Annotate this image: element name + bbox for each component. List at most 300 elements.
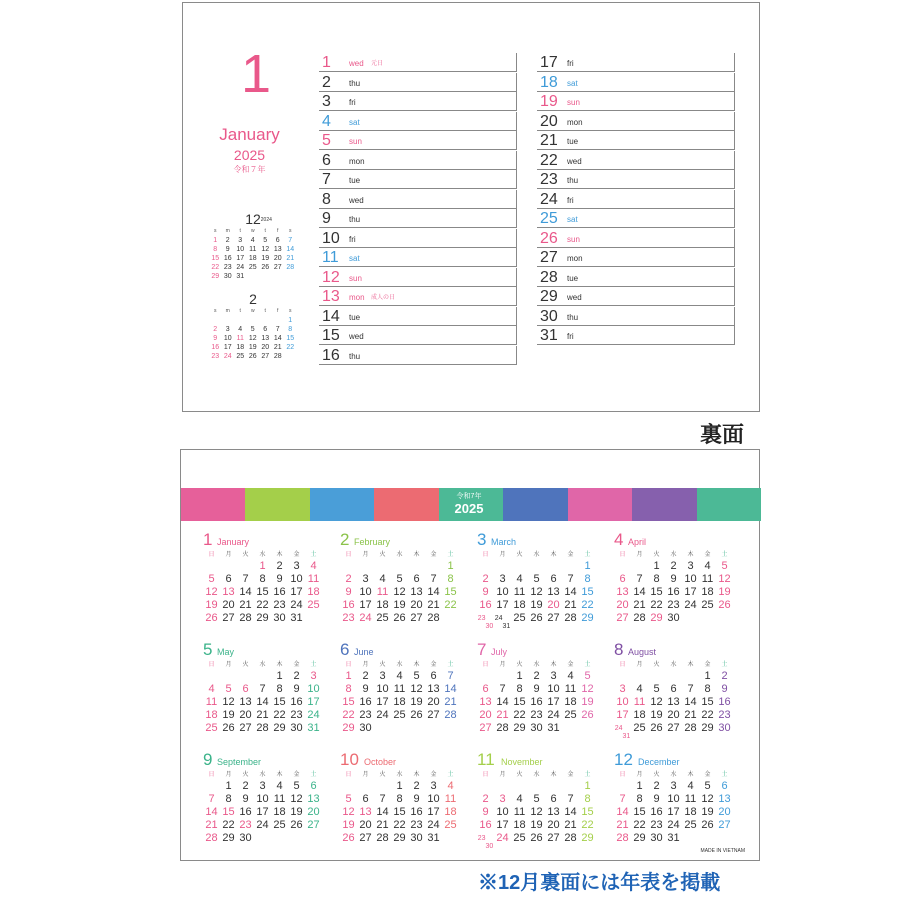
day-cell: 10 — [427, 793, 440, 805]
day-cell: 30 — [239, 832, 252, 844]
weekday-header: 火 — [516, 552, 523, 558]
mini-day — [284, 352, 297, 361]
day-cell: 28 — [616, 832, 629, 844]
day-cell: 7 — [379, 793, 386, 805]
day-cell: 2 — [293, 670, 300, 682]
day-row — [319, 73, 517, 92]
mini-day: 1 — [213, 237, 218, 244]
day-cell: 25 — [393, 709, 406, 721]
day-cell: 22 — [342, 709, 355, 721]
day-row — [537, 307, 735, 326]
day-cell: 30 — [359, 722, 372, 734]
day-cell: 24 — [256, 819, 269, 831]
day-number: 29 — [540, 288, 558, 305]
day-cell: 27 — [359, 832, 372, 844]
day-cell: 21 — [427, 599, 440, 611]
footnote: ※12月裏面には年表を掲載 — [478, 872, 721, 894]
month-block — [340, 640, 458, 735]
day-cell: 30 — [718, 722, 731, 734]
weekday-header: 月 — [225, 662, 232, 668]
day-cell — [477, 780, 494, 793]
day-cell: 5 — [584, 670, 591, 682]
day-cell — [340, 560, 357, 573]
weekday-header: 月 — [499, 662, 506, 668]
weekday-header: 月 — [362, 772, 369, 778]
day-cell: 11 — [273, 793, 286, 805]
day-cell: 27 — [547, 612, 560, 624]
day-cell — [408, 722, 425, 735]
day-cell: 3 — [499, 793, 506, 805]
day-cell: 27 — [616, 612, 629, 624]
day-cell: 30 — [485, 842, 494, 850]
day-cell: 19 — [205, 599, 218, 611]
day-cell: 22 — [513, 709, 526, 721]
day-cell: 27 — [667, 722, 680, 734]
day-cell: 19 — [530, 819, 543, 831]
day-cell: 26 — [393, 612, 406, 624]
day-number: 10 — [322, 229, 340, 247]
day-cell: 5 — [396, 573, 403, 585]
day-cell: 12 — [222, 696, 235, 708]
month-name: January — [217, 537, 250, 547]
day-row — [319, 112, 517, 131]
weekday-header: s — [289, 228, 292, 234]
month-number: 9 — [203, 750, 213, 769]
day-row — [537, 170, 735, 189]
day-cell: 1 — [396, 780, 403, 792]
day-cell — [614, 780, 631, 793]
weekday-header: 月 — [636, 772, 643, 778]
day-number: 15 — [322, 327, 340, 344]
day-cell: 29 — [342, 722, 355, 734]
day-cell: 20 — [616, 599, 629, 611]
day-cell: 14 — [564, 806, 577, 818]
mini-day: 4 — [250, 237, 255, 244]
day-cell: 11 — [376, 586, 389, 598]
weekday-header: t — [264, 228, 266, 234]
day-cell: 24 — [307, 709, 320, 721]
weekday-header: 土 — [584, 662, 591, 668]
day-cell: 24 — [684, 599, 697, 611]
weekday-header: 土 — [310, 772, 317, 778]
day-cell: 5 — [345, 793, 352, 805]
year-badge-year: 2025 — [454, 501, 484, 516]
mini-day: 7 — [288, 237, 293, 244]
weekday-header: 月 — [636, 552, 643, 558]
day-cell: 13 — [307, 793, 320, 805]
day-cell: 1 — [276, 670, 283, 682]
weekday-label: sat — [567, 215, 578, 224]
color-band-segment — [697, 488, 762, 521]
weekday-header: 日 — [345, 552, 352, 558]
day-cell — [477, 612, 494, 630]
weekday-header: 火 — [242, 662, 249, 668]
mini-calendar-december — [209, 211, 297, 281]
weekday-header: s — [214, 228, 217, 234]
day-cell: 6 — [721, 780, 728, 792]
month-block — [340, 530, 458, 625]
weekday-label: thu — [349, 351, 361, 361]
day-cell: 2 — [482, 573, 489, 585]
weekday-header: m — [225, 228, 230, 234]
weekday-header: 火 — [653, 772, 660, 778]
day-cell: 22 — [701, 709, 714, 721]
day-number: 14 — [322, 307, 340, 325]
mini-day: 21 — [286, 255, 295, 262]
month-name: September — [217, 757, 262, 767]
mini-day: 12 — [261, 246, 270, 253]
day-cell — [511, 780, 528, 793]
weekday-header: 水 — [533, 772, 540, 778]
day-cell: 8 — [259, 573, 266, 585]
weekday-label: tue — [567, 273, 579, 283]
day-row — [537, 131, 735, 150]
day-cell: 5 — [653, 683, 660, 695]
weekday-header: 水 — [259, 772, 266, 778]
weekday-header: 土 — [447, 772, 454, 778]
weekday-header: 月 — [636, 662, 643, 668]
day-cell: 3 — [687, 560, 694, 572]
day-cell: 19 — [222, 709, 235, 721]
day-cell: 21 — [205, 819, 218, 831]
day-cell: 17 — [376, 696, 389, 708]
day-cell — [391, 722, 408, 735]
day-cell: 12 — [530, 806, 543, 818]
day-cell: 30 — [485, 622, 494, 630]
day-cell: 4 — [208, 683, 215, 695]
day-cell — [716, 832, 733, 845]
mini-day: 15 — [286, 335, 295, 342]
day-cell: 21 — [256, 709, 269, 721]
day-cell: 26 — [290, 819, 303, 831]
month-number: 2 — [340, 530, 350, 549]
day-cell: 20 — [359, 819, 372, 831]
day-cell: 6 — [242, 683, 249, 695]
mini-day: 17 — [236, 255, 245, 262]
day-cell: 20 — [547, 599, 560, 611]
day-cell: 18 — [376, 599, 389, 611]
month-name: August — [628, 647, 657, 657]
day-cell: 27 — [307, 819, 320, 831]
day-cell: 1 — [584, 560, 591, 572]
day-cell: 26 — [718, 599, 731, 611]
day-row — [319, 151, 517, 170]
day-cell: 16 — [479, 819, 492, 831]
mini-day: 21 — [273, 344, 282, 351]
color-band-segment — [245, 488, 310, 521]
weekday-label: fri — [567, 195, 574, 205]
mini-day: 25 — [248, 264, 257, 271]
day-number: 25 — [540, 210, 558, 227]
day-cell: 13 — [427, 683, 440, 695]
day-cell: 12 — [718, 573, 731, 585]
day-cell — [203, 780, 220, 793]
back-side-label: 裏面 — [700, 422, 745, 447]
weekday-header: 土 — [721, 662, 728, 668]
holiday-label: 元日 — [371, 61, 384, 67]
weekday-header: t — [239, 228, 241, 234]
weekday-label: mon — [567, 117, 583, 127]
day-cell: 9 — [533, 683, 540, 695]
day-cell: 29 — [256, 612, 269, 624]
weekday-label: wed — [567, 156, 582, 166]
day-cell: 3 — [362, 573, 369, 585]
weekday-label: sat — [567, 78, 578, 88]
day-cell — [494, 780, 511, 793]
weekday-header: 日 — [482, 772, 489, 778]
day-cell: 12 — [701, 793, 714, 805]
day-cell — [562, 722, 579, 735]
day-cell: 4 — [379, 573, 386, 585]
weekday-header: 水 — [259, 662, 266, 668]
day-cell: 11 — [701, 573, 714, 585]
day-row — [319, 170, 517, 189]
holiday-label: 成人の日 — [371, 295, 396, 301]
weekday-header: 金 — [567, 662, 574, 668]
weekday-header: 木 — [276, 662, 283, 668]
day-row — [537, 112, 735, 131]
day-cell: 20 — [547, 819, 560, 831]
day-cell: 15 — [650, 586, 663, 598]
day-cell: 13 — [547, 586, 560, 598]
day-cell — [425, 722, 442, 735]
mini-day: 20 — [261, 344, 270, 351]
weekday-header: 水 — [670, 552, 677, 558]
day-cell: 20 — [410, 599, 423, 611]
day-cell: 16 — [667, 586, 680, 598]
weekday-header: 金 — [293, 772, 300, 778]
day-cell — [682, 612, 699, 625]
month-number: 1 — [203, 530, 213, 549]
weekday-header: m — [225, 308, 230, 314]
mini-day: 19 — [261, 255, 270, 262]
day-cell: 19 — [718, 586, 731, 598]
day-cell: 11 — [444, 793, 457, 805]
month-name: May — [217, 647, 235, 657]
month-name: March — [491, 537, 517, 547]
year-badge — [437, 488, 501, 521]
day-cell — [545, 560, 562, 573]
day-row — [537, 326, 735, 345]
day-cell: 14 — [616, 806, 629, 818]
day-cell: 11 — [393, 683, 406, 695]
day-row — [319, 307, 517, 326]
day-cell: 17 — [256, 806, 269, 818]
day-cell — [220, 670, 237, 683]
day-cell: 25 — [376, 612, 389, 624]
day-cell: 20 — [427, 696, 440, 708]
day-cell: 14 — [427, 586, 440, 598]
month-block — [614, 640, 732, 740]
weekday-header: 土 — [721, 552, 728, 558]
weekday-header: 水 — [396, 772, 403, 778]
mini-day: 6 — [275, 237, 280, 244]
day-number: 9 — [322, 210, 331, 227]
weekday-header: 日 — [208, 772, 215, 778]
day-cell: 22 — [650, 599, 663, 611]
day-cell: 11 — [633, 696, 646, 708]
mini-day: 2 — [225, 237, 230, 244]
day-cell: 18 — [684, 806, 697, 818]
day-cell: 13 — [667, 696, 680, 708]
day-cell: 1 — [225, 780, 232, 792]
day-cell: 1 — [516, 670, 523, 682]
day-cell: 5 — [208, 573, 215, 585]
day-cell: 27 — [222, 612, 235, 624]
day-cell: 6 — [670, 683, 677, 695]
weekday-header: 月 — [499, 772, 506, 778]
day-cell: 8 — [396, 793, 403, 805]
weekday-header: 水 — [396, 552, 403, 558]
weekday-label: wed — [349, 195, 364, 205]
day-row — [537, 209, 735, 228]
day-cell — [579, 722, 596, 735]
day-cell — [305, 612, 322, 625]
day-cell: 14 — [633, 586, 646, 598]
mini-grid — [209, 227, 297, 281]
day-cell: 30 — [650, 832, 663, 844]
day-cell: 8 — [447, 573, 454, 585]
day-cell — [254, 832, 271, 845]
day-cell — [477, 560, 494, 573]
mini-day: 25 — [236, 353, 245, 360]
color-band-segment — [632, 488, 697, 521]
day-cell: 13 — [222, 586, 235, 598]
mini-day: 27 — [261, 353, 270, 360]
day-cell: 7 — [430, 573, 437, 585]
mini-day — [222, 316, 235, 325]
day-number: 19 — [540, 93, 558, 110]
day-cell: 4 — [636, 683, 643, 695]
day-row — [319, 53, 517, 72]
day-cell — [340, 780, 357, 793]
day-cell: 15 — [581, 806, 594, 818]
day-cell: 28 — [239, 612, 252, 624]
day-cell: 18 — [513, 599, 526, 611]
mini-day: 9 — [213, 335, 218, 342]
day-cell: 23 — [667, 599, 680, 611]
day-cell — [562, 560, 579, 573]
day-cell: 10 — [616, 696, 629, 708]
day-cell: 25 — [701, 599, 714, 611]
mini-day — [259, 316, 272, 325]
mini-day: 22 — [211, 264, 220, 271]
weekday-header: 日 — [482, 662, 489, 668]
mini-day: 5 — [263, 237, 268, 244]
weekday-label: sun — [567, 234, 580, 244]
january-page — [182, 2, 760, 412]
day-cell: 2 — [345, 573, 352, 585]
color-band-segment — [374, 488, 439, 521]
day-cell: 12 — [342, 806, 355, 818]
day-cell: 25 — [564, 709, 577, 721]
day-cell: 19 — [650, 709, 663, 721]
mini-day: 4 — [238, 326, 243, 333]
day-cell — [665, 670, 682, 683]
mini-day: 28 — [273, 353, 282, 360]
weekday-header: 火 — [379, 552, 386, 558]
day-cell — [305, 832, 322, 845]
big-day-number: 1 — [240, 44, 272, 104]
day-cell — [271, 832, 288, 845]
color-band-segment — [503, 488, 568, 521]
mini-day: 11 — [249, 246, 257, 253]
day-cell: 25 — [513, 612, 526, 624]
day-cell: 23 — [342, 612, 355, 624]
weekday-label: fri — [349, 98, 356, 107]
day-cell: 21 — [496, 709, 509, 721]
day-cell: 26 — [701, 819, 714, 831]
mini-month-number: 2 — [249, 291, 257, 307]
mini-grid — [209, 307, 297, 361]
era-label: 令和７年 — [233, 165, 266, 174]
month-name: April — [628, 537, 647, 547]
weekday-header: 木 — [550, 772, 557, 778]
day-cell: 8 — [276, 683, 283, 695]
day-cell: 29 — [581, 832, 594, 844]
day-cell: 3 — [670, 780, 677, 792]
day-row — [319, 268, 517, 287]
month-number: 10 — [340, 750, 359, 769]
day-number: 6 — [322, 151, 331, 169]
month-name: November — [501, 757, 543, 767]
day-cell — [716, 612, 733, 625]
day-cell: 3 — [619, 683, 626, 695]
day-cell: 10 — [547, 683, 560, 695]
weekday-header: 日 — [208, 662, 215, 668]
day-cell — [374, 560, 391, 573]
mini-month-number: 12 — [245, 211, 261, 227]
month-block — [477, 750, 595, 850]
mini-day: 7 — [275, 326, 280, 333]
day-number: 23 — [540, 171, 558, 188]
weekday-header: 日 — [619, 772, 626, 778]
day-cell: 5 — [533, 793, 540, 805]
weekday-header: 土 — [584, 552, 591, 558]
day-cell: 13 — [479, 696, 492, 708]
day-cell: 15 — [444, 586, 457, 598]
day-cell: 9 — [413, 793, 420, 805]
day-cell: 7 — [447, 670, 454, 682]
day-cell: 23 — [718, 709, 731, 721]
day-cell — [648, 670, 665, 683]
day-cell: 26 — [581, 709, 594, 721]
weekday-label: fri — [567, 59, 574, 68]
made-in-label: MADE IN VIETNAM — [700, 848, 745, 854]
day-cell: 5 — [293, 780, 300, 792]
day-cell — [614, 722, 631, 740]
day-cell: 19 — [342, 819, 355, 831]
weekday-header: 木 — [687, 662, 694, 668]
mini-day: 12 — [248, 335, 257, 342]
day-cell: 9 — [670, 573, 677, 585]
day-cell: 3 — [293, 560, 300, 572]
mini-day — [247, 272, 260, 281]
weekday-label: mon — [349, 156, 365, 166]
day-cell: 18 — [701, 586, 714, 598]
day-cell: 15 — [513, 696, 526, 708]
day-cell: 4 — [396, 670, 403, 682]
mini-day: 10 — [223, 335, 232, 342]
weekday-header: 水 — [396, 662, 403, 668]
day-cell: 6 — [550, 793, 557, 805]
day-row — [319, 131, 517, 150]
mini-day: 11 — [236, 335, 244, 342]
day-cell — [357, 560, 374, 573]
day-cell: 1 — [447, 560, 454, 572]
mini-day: 24 — [223, 353, 232, 360]
day-cell: 23 — [477, 615, 486, 622]
